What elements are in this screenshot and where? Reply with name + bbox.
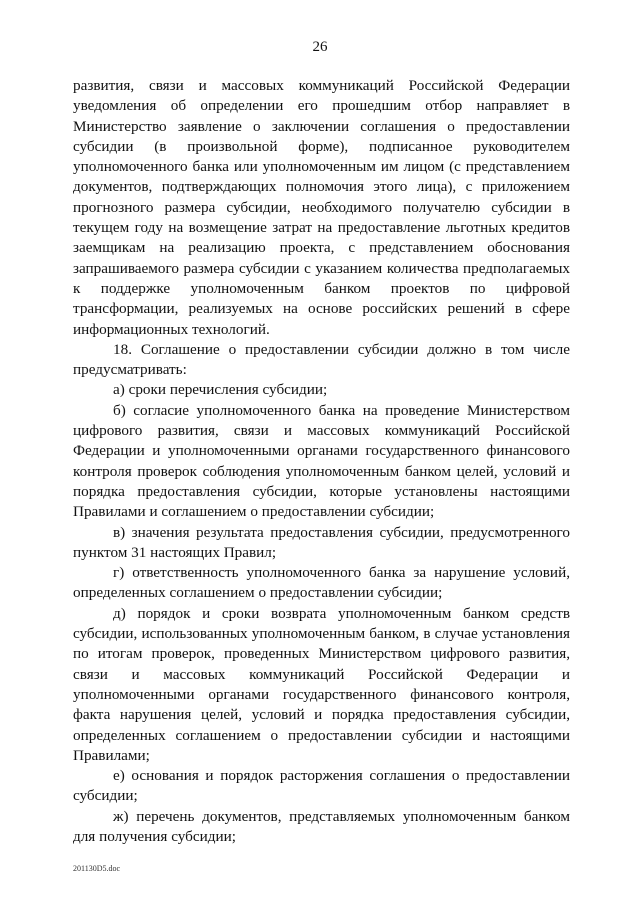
page-number: 26 (312, 39, 328, 55)
paragraph-subitem-a: а) сроки перечисления субсидии; (113, 381, 328, 399)
paragraph-continuation: развития, связи и массовых коммуникаций Российской Федерации уведомления об определении его прошедшим отбор направляет в Министерство заявление о заключении соглашения о предоставлении субсидии (в произвольной форме), подписанное руководителем уполномоченного банка или уполномоченным им лицом (с представлением документов, подтверждающих полномочия этого лица), с приложением прогнозного размера субсидии, необходимого получателю субсидии в текущем году на возмещение затрат на предоставление льготных кредитов заемщикам на реализацию проекта, с представлением обоснования запрашиваемого размера субсидии с указанием количества предполагаемых к поддержке уполномоченным банком проектов по цифровой трансформации, реализуемых на основе российских решений в сфере информационных технологий. (73, 77, 570, 338)
paragraph-subitem-zh: ж) перечень документов, представляемых уполномоченным банком для получения субсидии; (73, 807, 570, 845)
paragraph-subitem-b: б) согласие уполномоченного банка на проведение Министерством цифрового развития, связи и массовых коммуникаций Российской Федерации и уполномоченными органами государственного финансового контроля проверок соблюдения уполномоченным банком целей, условий и порядка предоставления субсидии, которые установлены настоящими Правилами и соглашением о предоставлении субсидии; (73, 401, 570, 521)
paragraph-subitem-e: е) основания и порядок расторжения соглашения о предоставлении субсидии; (73, 767, 570, 805)
paragraph-subitem-d: д) порядок и сроки возврата уполномоченным банком средств субсидии, использованных уполномоченным банком, в случае установления по итогам проверок, проведенных Министерством цифрового развития, связи и массовых коммуникаций Российской Федерации и уполномоченными органами государственного финансового контроля, факта нарушения целей, условий и порядка предоставления субсидии, определенных соглашением о предоставлении субсидии и настоящими Правилами; (73, 604, 570, 764)
paragraph-subitem-v: в) значения результата предоставления субсидии, предусмотренного пунктом 31 настоящих Правил; (73, 523, 570, 561)
paragraph-item-18: 18. Соглашение о предоставлении субсидии должно в том числе предусматривать: (73, 340, 570, 379)
document-file-code: 201130D5.doc (73, 864, 121, 873)
document-body (73, 76, 570, 847)
paragraph-subitem-g: г) ответственность уполномоченного банка за нарушение условий, определенных соглашением о предоставлении субсидии; (73, 564, 570, 602)
